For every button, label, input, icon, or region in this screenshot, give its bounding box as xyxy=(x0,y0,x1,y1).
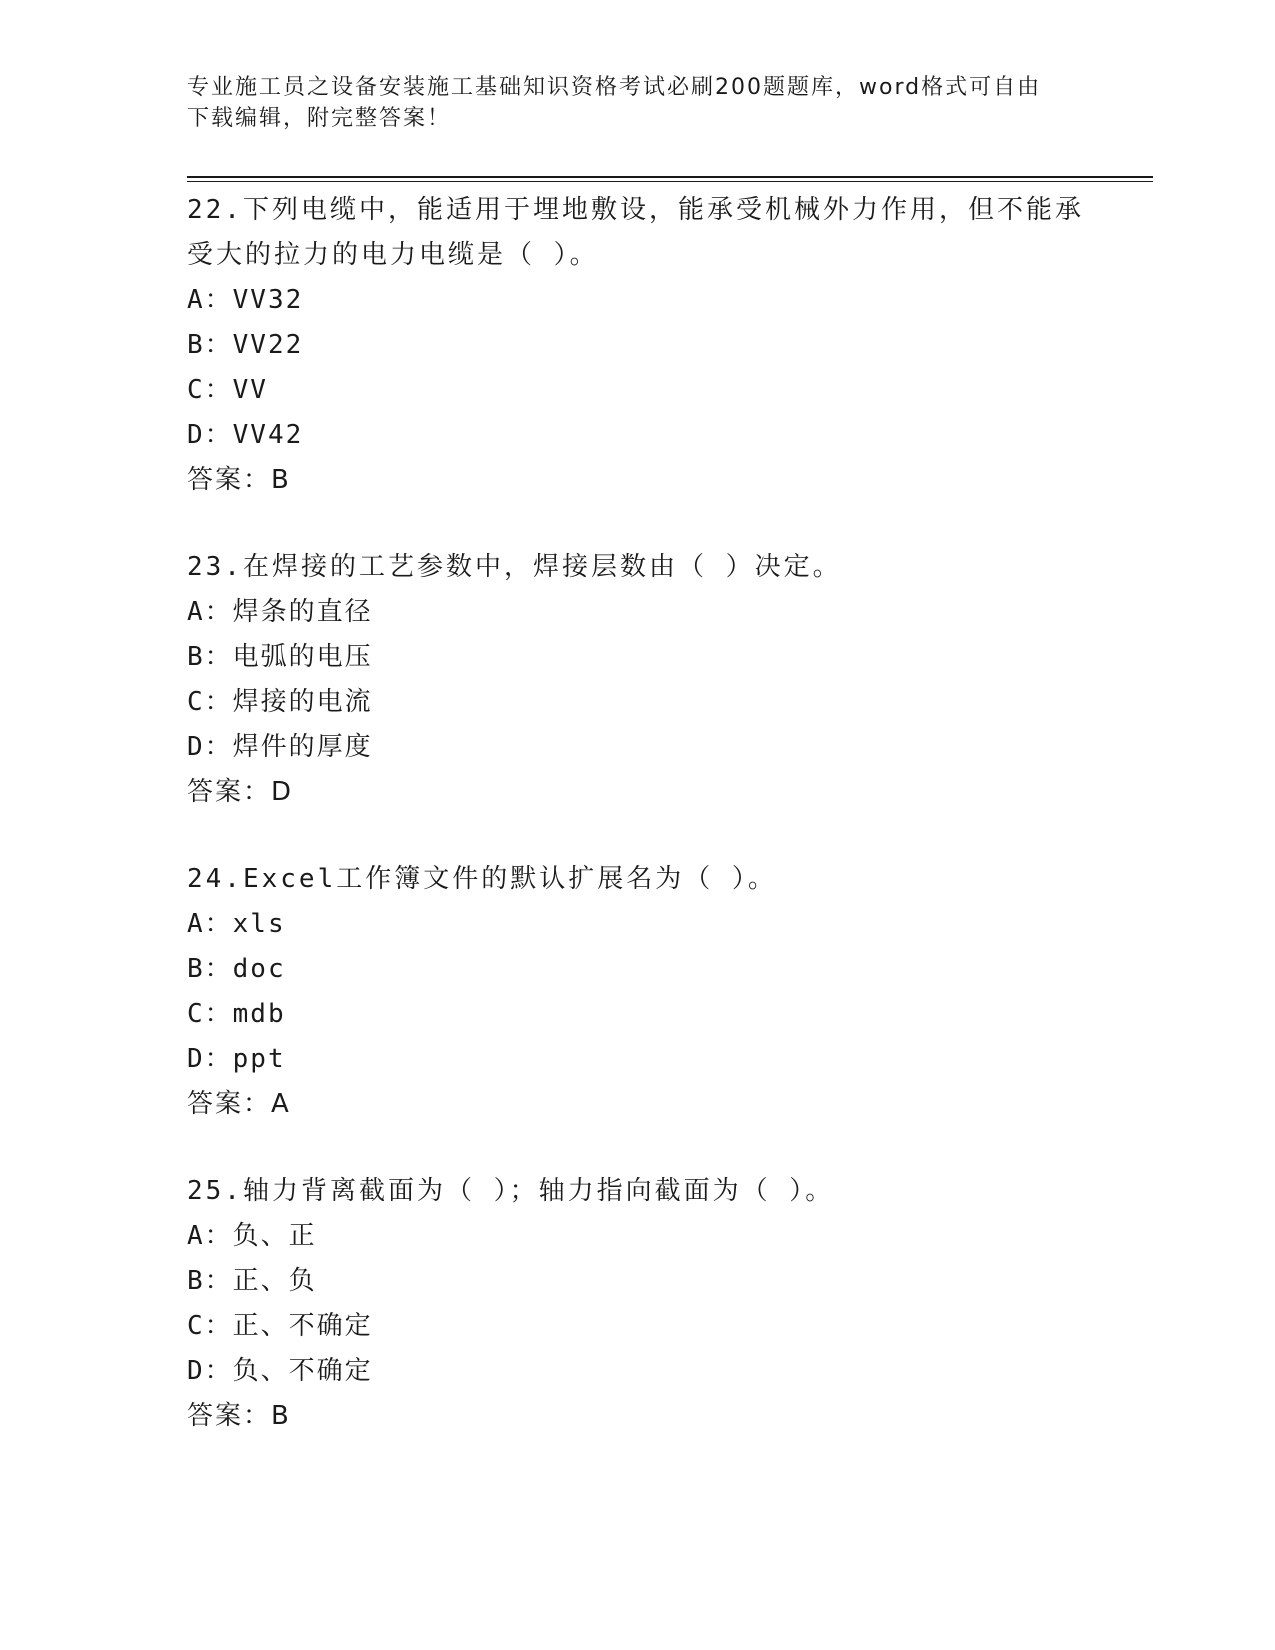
header-title-line-1: 专业施工员之设备安装施工基础知识资格考试必刷200题题库，word格式可自由 xyxy=(187,75,1042,100)
option-a: A：xls xyxy=(187,909,286,939)
option-c: C：焊接的电流 xyxy=(187,687,373,717)
question-stem: 24.Excel工作簿文件的默认扩展名为（ ）。 xyxy=(187,864,777,894)
question-22 xyxy=(187,188,1087,503)
header-divider-thin xyxy=(187,181,1153,182)
option-c: C：VV xyxy=(187,375,268,405)
question-stem: 25.轴力背离截面为（ ）；轴力指向截面为（ ）。 xyxy=(187,1176,835,1206)
answer-key: 答案：D xyxy=(187,777,294,807)
question-24 xyxy=(187,857,1087,1127)
option-a: A：焊条的直径 xyxy=(187,597,373,627)
question-stem-continued: 受大的拉力的电力电缆是（ ）。 xyxy=(187,240,599,270)
answer-key: 答案：A xyxy=(187,1089,291,1119)
option-d: D：焊件的厚度 xyxy=(187,732,373,762)
question-stem: 23.在焊接的工艺参数中，焊接层数由（ ）决定。 xyxy=(187,552,842,582)
answer-key: 答案：B xyxy=(187,1401,291,1431)
header-title-line-2: 下载编辑，附完整答案！ xyxy=(187,106,452,131)
option-a: A：负、正 xyxy=(187,1221,317,1251)
option-d: D：ppt xyxy=(187,1044,286,1074)
document-header xyxy=(187,72,1067,134)
question-23 xyxy=(187,545,1087,815)
option-b: B：doc xyxy=(187,954,286,984)
option-a: A：VV32 xyxy=(187,285,304,315)
option-b: B：正、负 xyxy=(187,1266,317,1296)
question-stem: 22.下列电缆中，能适用于埋地敷设，能承受机械外力作用，但不能承 xyxy=(187,195,1084,225)
option-d: D：负、不确定 xyxy=(187,1356,373,1386)
header-divider-thick xyxy=(187,176,1153,178)
option-d: D：VV42 xyxy=(187,420,304,450)
option-b: B：电弧的电压 xyxy=(187,642,373,672)
option-b: B：VV22 xyxy=(187,330,304,360)
answer-key: 答案：B xyxy=(187,465,291,495)
option-c: C：正、不确定 xyxy=(187,1311,373,1341)
question-25 xyxy=(187,1169,1087,1439)
question-list xyxy=(187,188,1087,1481)
option-c: C：mdb xyxy=(187,999,286,1029)
